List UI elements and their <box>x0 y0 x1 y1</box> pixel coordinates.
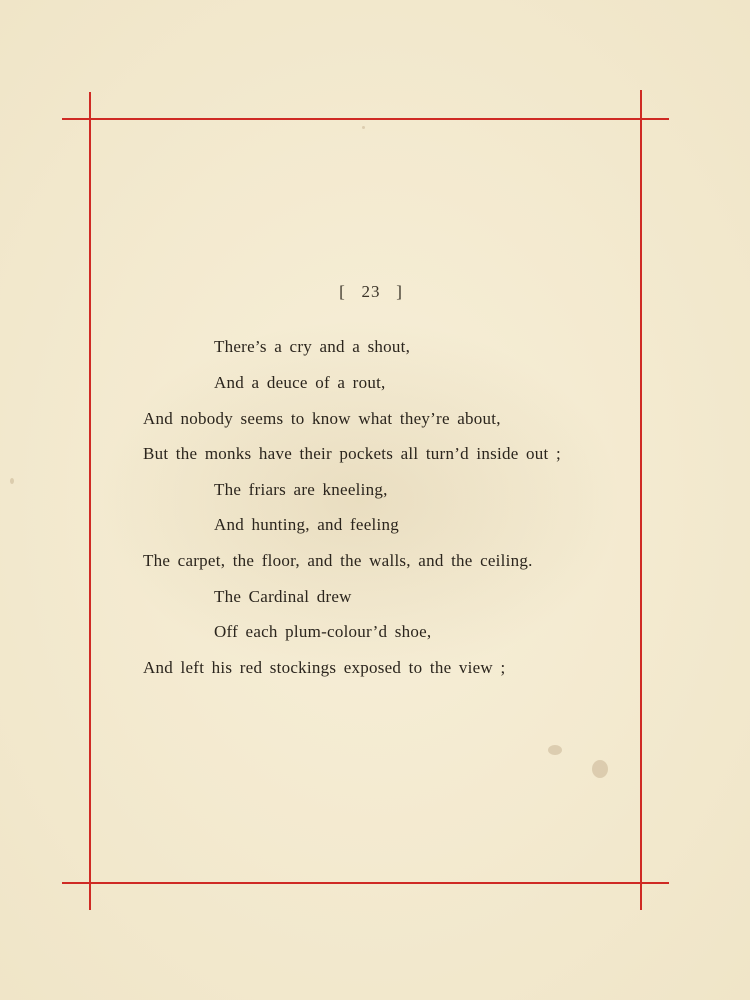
paper-speck <box>592 760 608 778</box>
poem-line: The Cardinal drew <box>214 587 352 606</box>
poem-line: There’s a cry and a shout, <box>214 337 411 356</box>
poem-line: And nobody seems to know what they’re about, <box>143 409 501 428</box>
poem-line: And hunting, and feeling <box>214 515 399 534</box>
poem-line: But the monks have their pockets all turn’d inside out ; <box>143 444 561 463</box>
paper-speck <box>10 478 14 484</box>
page-number: [ 23 ] <box>339 282 403 301</box>
frame-bottom-rule <box>62 882 669 884</box>
paper-speck <box>362 126 365 129</box>
poem-line: The carpet, the floor, and the walls, and the ceiling. <box>143 551 533 570</box>
poem-line: The friars are kneeling, <box>214 480 388 499</box>
paper-speck <box>548 745 562 755</box>
poem-line: Off each plum-colour’d shoe, <box>214 622 432 641</box>
poem-line: And left his red stockings exposed to the view ; <box>143 658 506 677</box>
poem-line: And a deuce of a rout, <box>214 373 386 392</box>
frame-top-rule <box>62 118 669 120</box>
frame-right-rule <box>640 90 642 910</box>
frame-left-rule <box>89 92 91 910</box>
